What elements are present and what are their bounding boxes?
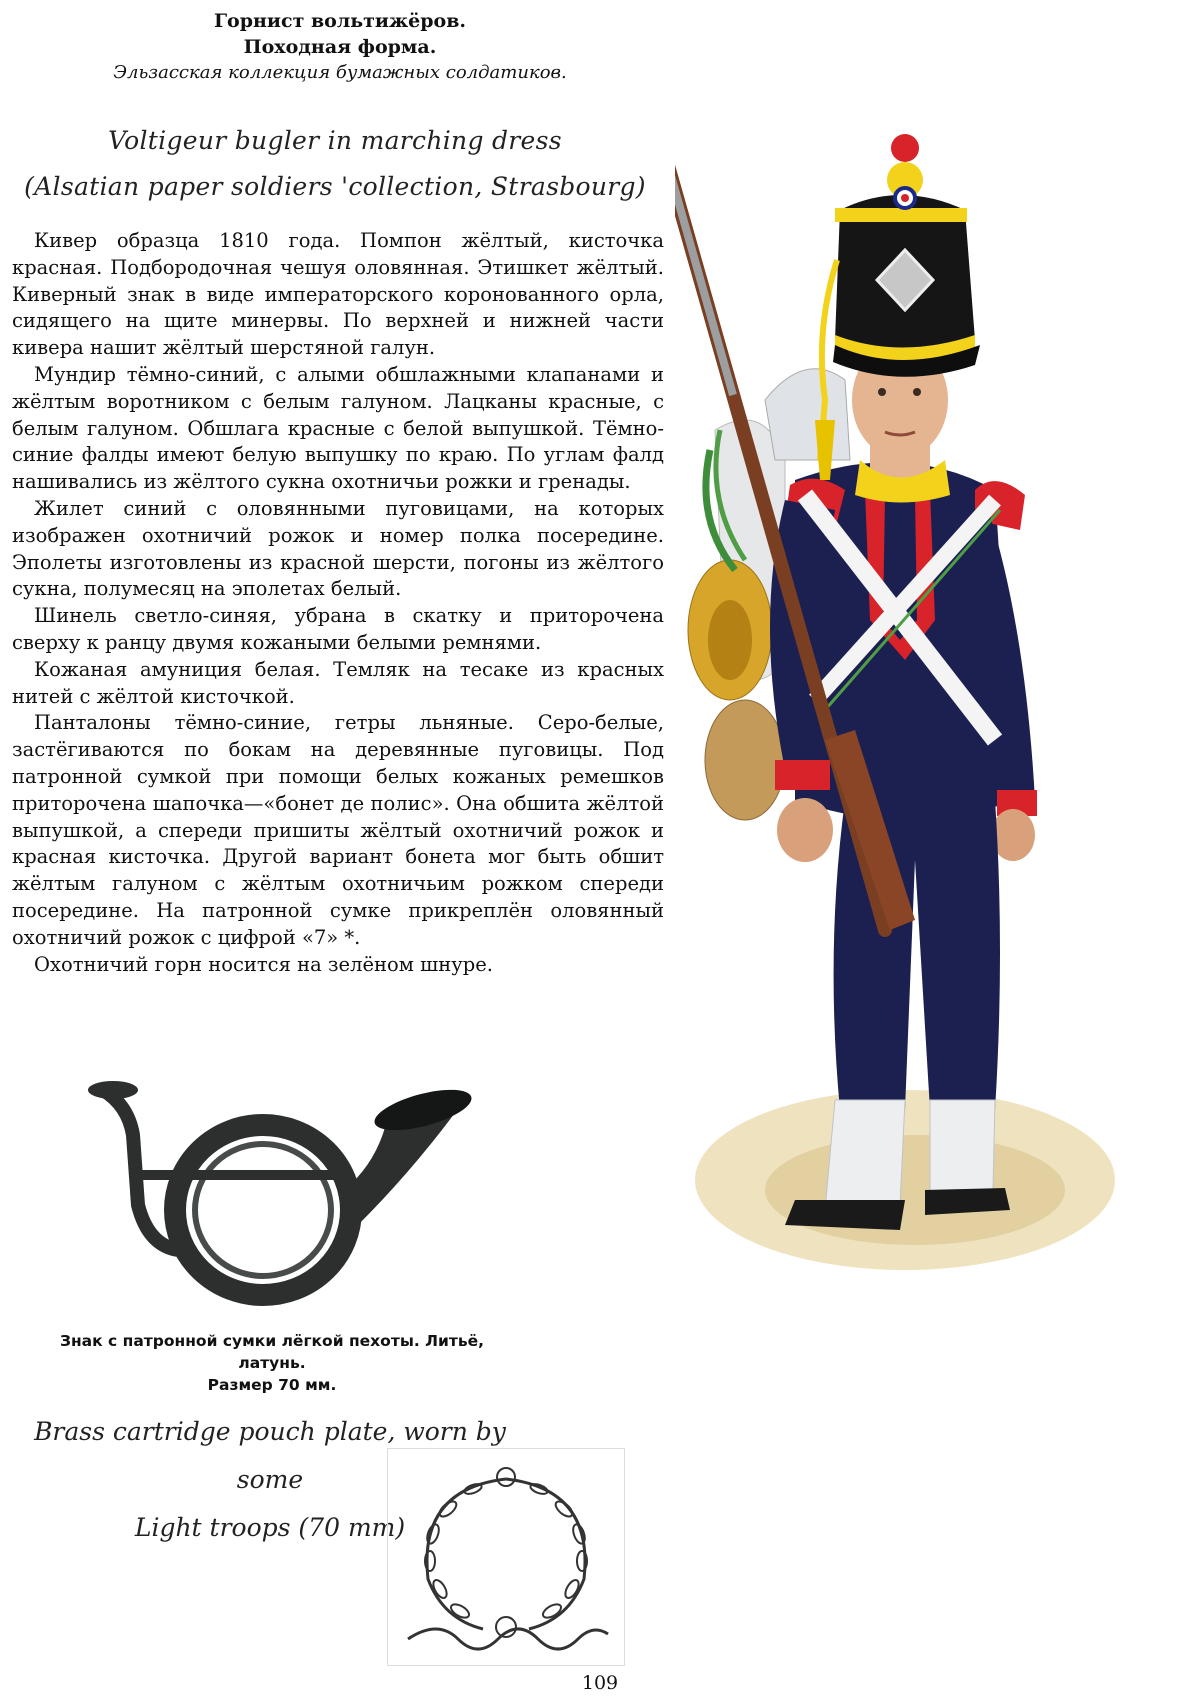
title-line-1: Горнист вольтижёров. — [213, 10, 467, 32]
laurel-wreath-image — [387, 1448, 625, 1666]
collection-subtitle: Эльзасская коллекция бумажных солдатиков. — [113, 62, 567, 83]
paragraph-coat: Мундир тёмно-синий, с алыми обшлажными клапанами и жёлтым воротником с белым галуном. Лацканы красные, с белым галуном. Обшлага красные с белой выпушкой. Тёмно-синие фалды имеют белую выпушку по краю. По углам фалд нашивались из жёлтого сукна охотничьи рожки и гренады. — [12, 362, 664, 494]
badge-caption-line-3: Размер 70 мм. — [207, 1376, 337, 1394]
paragraph-equipment: Кожаная амуниция белая. Темляк на тесаке из красных нитей с жёлтой кисточкой. — [12, 657, 664, 708]
english-caption-line-2: Light troops (70 mm) — [134, 1513, 406, 1542]
badge-caption-line-1: Знак с патронной сумки лёгкой пехоты. Литьё, — [59, 1332, 485, 1350]
paragraph-horn: Охотничий горн носится на зелёном шнуре. — [34, 952, 493, 976]
paragraph-shako: Кивер образца 1810 года. Помпон жёлтый, кисточка красная. Подбородочная чешуя оловянная. Этишкет жёлтый. Киверный знак в виде императорского коронованного орла, сидящего на щите минервы. По верхней и нижней части кивера нашит жёлтый шерстяной галун. — [12, 229, 664, 360]
horn-badge-image — [88, 1075, 498, 1315]
voltigeur-bugler-illustration — [675, 100, 1125, 1330]
badge-caption — [12, 1330, 532, 1396]
badge-caption-line-2: латунь. — [238, 1354, 306, 1372]
title-line-2: Походная форма. — [243, 36, 437, 58]
english-title-line-2: (Alsatian paper soldiers 'collection, Strasbourg) — [24, 172, 646, 201]
page-header — [0, 8, 680, 86]
description-text — [12, 228, 664, 978]
paragraph-greatcoat: Шинель светло-синяя, убрана в скатку и приторочена сверху к ранцу двумя кожаными белыми ремнями. — [12, 604, 664, 654]
paragraph-vest: Жилет синий с оловянными пуговицами, на которых изображен охотничий рожок и номер полка посередине. Эполеты изготовлены из красной шерсти, погоны из жёлтого сукна, полумесяц на эполетах белый. — [12, 496, 664, 601]
english-caption-line-1: Brass cartridge pouch plate, worn by some — [34, 1417, 506, 1494]
page-number: 109 — [581, 1672, 619, 1694]
english-title-line-1: Voltigeur bugler in marching dress — [108, 126, 562, 155]
english-title — [10, 118, 660, 210]
paragraph-trousers: Панталоны тёмно-синие, гетры льняные. Серо-белые, застёгиваются по бокам на деревянные пуговицы. Под патронной сумкой при помощи белых кожаных ремешков приторочена шапочка—«бонет де полис». Она обшита жёлтой выпушкой, а спереди пришиты жёлтый охотничий рожок и красная кисточка. Другой вариант бонета мог быть обшит жёлтым галуном с жёлтым охотничьим рожком спереди посередине. На патронной сумке прикреплён оловянный охотничий рожок с цифрой «7» *. — [12, 711, 664, 949]
